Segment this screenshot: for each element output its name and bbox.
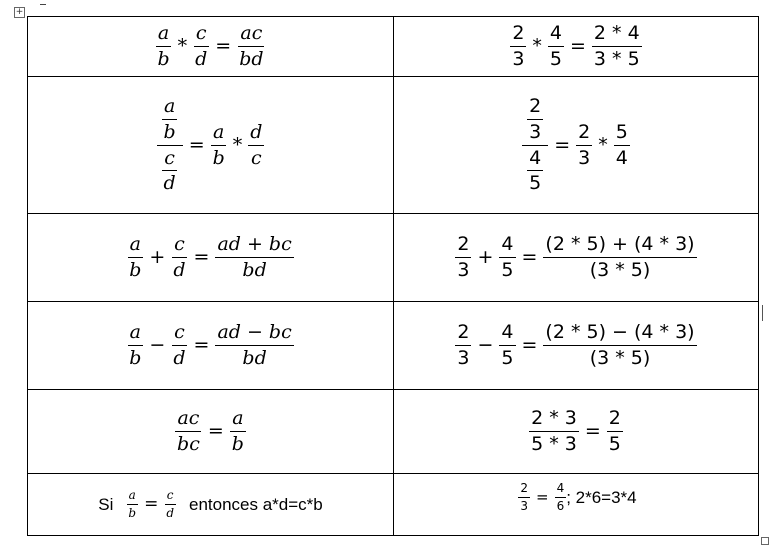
cell-subtraction-example[interactable] [394,302,759,390]
cell-simplification-rule[interactable] [28,390,394,474]
cell-addition-rule[interactable] [28,214,394,302]
table-move-handle-icon[interactable]: + [15,7,24,17]
table-resize-handle-icon[interactable] [761,537,769,545]
text-cursor-mark [40,0,46,5]
cell-multiplication-rule[interactable] [28,17,394,77]
cell-division-example[interactable] [394,77,759,214]
cell-equivalence-rule[interactable] [28,474,394,536]
table-row-division [28,77,759,214]
table-row-multiplication [28,17,759,77]
formula-multiplication-example: $\frac{2}{3}$ * $\frac{4}{5}$ = $\frac{2 * 4}{3 * 5}$ [512,22,640,70]
formula-simplification-general: $\frac{ac}{bc}$ = $\frac{a}{b}$ [177,407,244,455]
cell-division-rule[interactable] [28,77,394,214]
fraction-rules-table [27,16,759,536]
cell-subtraction-rule[interactable] [28,302,394,390]
formula-division-general: $\frac{\frac{a}{b}}{\frac{c}{d}}$ = $\frac{a}{b}$ * $\frac{d}{c}$ [154,96,268,195]
formula-multiplication-general: $\frac{a}{b}$ * $\frac{c}{d}$ = $\frac{ac}{bd}$ [157,22,264,70]
cell-multiplication-example[interactable] [394,17,759,77]
table-row-addition [28,214,759,302]
cell-simplification-example[interactable] [394,390,759,474]
formula-subtraction-example: $\frac{2}{3}$ − $\frac{4}{5}$ = $\frac{(2 * 5) - (4 * 3)}{(3 * 5)}$ [457,321,695,369]
table-row-equivalence [28,474,759,536]
formula-addition-example: $\frac{2}{3}$ + $\frac{4}{5}$ = $\frac{(2 * 5) + (4 * 3)}{(3 * 5)}$ [457,233,695,281]
formula-simplification-example: $\frac{2 * 3}{5 * 3}$ = $\frac{2}{5}$ [531,407,621,455]
formula-equivalence-general: Si $\frac{a}{b}$ = $\frac{c}{d}$ entonces a*d=c*b [98,487,323,520]
formula-addition-general: $\frac{a}{b}$ + $\frac{c}{d}$ = $\frac{ad + bc}{bd}$ [129,233,292,281]
formula-equivalence-example: $\frac{2}{3}$ = $\frac{4}{6}$ ; 2*6=3*4 [520,481,637,514]
formula-division-example: $\frac{\frac{2}{3}}{\frac{4}{5}}$ = $\frac{2}{3}$ * $\frac{5}{4}$ [519,96,633,195]
cell-addition-example[interactable] [394,214,759,302]
table-row-subtraction [28,302,759,390]
ruler-marker [762,305,763,321]
cell-equivalence-example[interactable] [394,474,759,536]
table-row-simplification [28,390,759,474]
formula-subtraction-general: $\frac{a}{b}$ − $\frac{c}{d}$ = $\frac{ad - bc}{bd}$ [129,321,292,369]
